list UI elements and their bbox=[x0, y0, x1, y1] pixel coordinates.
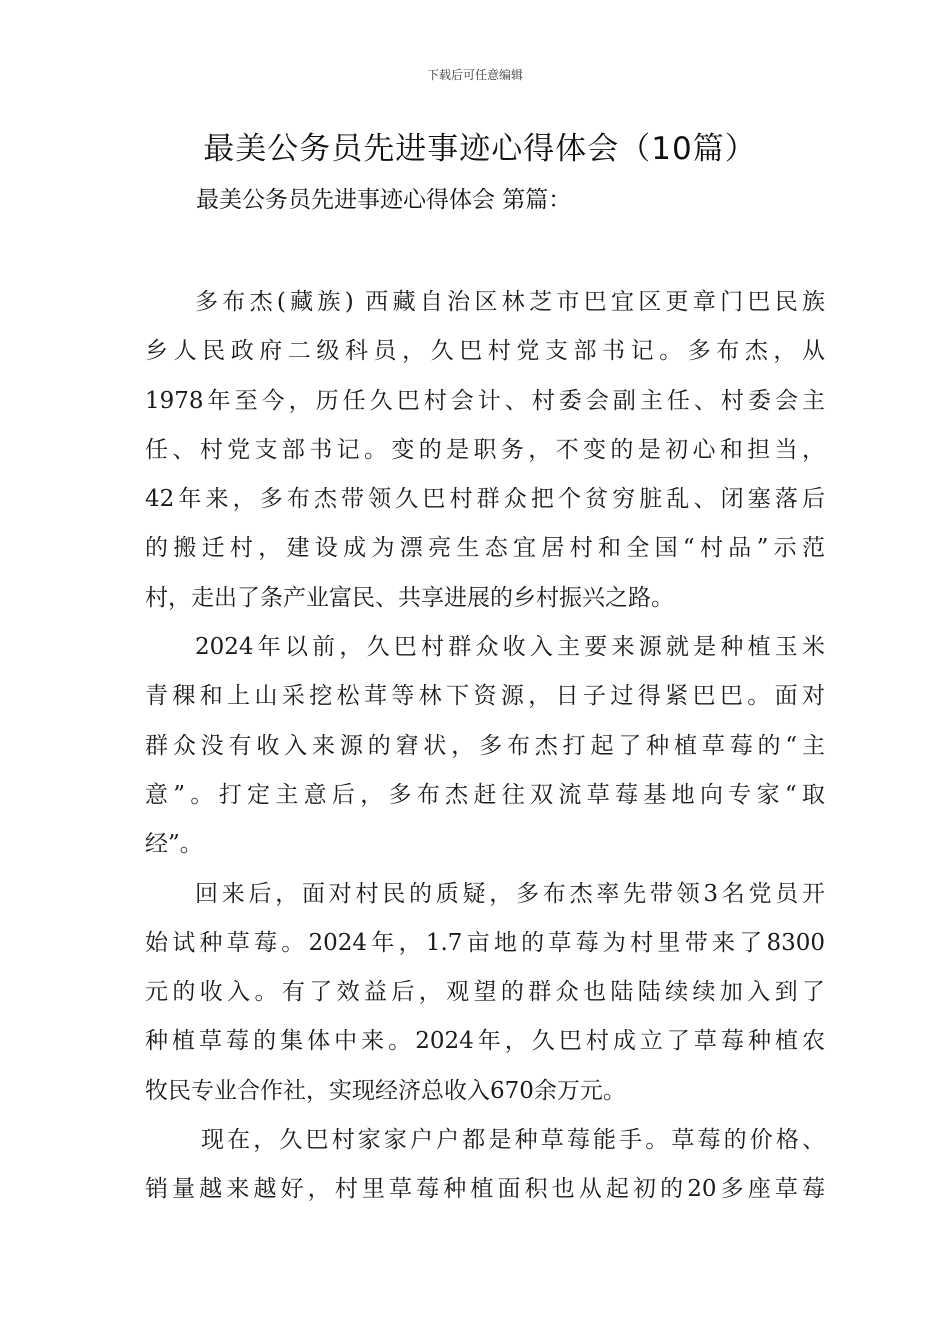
paragraph-line: 销量越来越好，村里草莓种植面积也从起初的20多座草莓 bbox=[145, 1176, 825, 1203]
paragraph-line: 回来后，面对村民的质疑，多布杰率先带领3名党员开 bbox=[195, 880, 825, 907]
paragraph-line: 群众没有收入来源的窘状，多布杰打起了种植草莓的“主 bbox=[145, 732, 825, 759]
paragraph-line: 乡人民政府二级科员，久巴村党支部书记。多布杰，从 bbox=[145, 338, 825, 365]
document-body bbox=[145, 278, 825, 1215]
paragraph-line: 元的收入。有了效益后，观望的群众也陆陆续续加入到了 bbox=[145, 979, 825, 1006]
paragraph-1 bbox=[145, 278, 825, 623]
paragraph-line: 的搬迁村，建设成为漂亮生态宜居村和全国“村品”示范 bbox=[145, 535, 825, 562]
paragraph-line: 2024年以前，久巴村群众收入主要来源就是种植玉米 bbox=[195, 634, 825, 661]
paragraph-3 bbox=[145, 870, 825, 1116]
paragraph-4 bbox=[145, 1116, 825, 1215]
paragraph-line: 始试种草莓。2024年，1.7亩地的草莓为村里带来了8300 bbox=[145, 929, 825, 956]
header-note: 下载后可任意编辑 bbox=[426, 68, 523, 82]
document-subtitle: 最美公务员先进事迹心得体会 第篇： bbox=[196, 187, 572, 213]
paragraph-line: 种植草莓的集体中来。2024年，久巴村成立了草莓种植农 bbox=[145, 1028, 825, 1055]
paragraph-line: 经”。 bbox=[145, 831, 203, 858]
paragraph-line: 村，走出了条产业富民、共享进展的乡村振兴之路。 bbox=[145, 584, 674, 611]
paragraph-line: 意”。打定主意后，多布杰赶往双流草莓基地向专家“取 bbox=[145, 781, 825, 808]
document-title: 最美公务员先进事迹心得体会（10篇） bbox=[203, 131, 757, 167]
paragraph-line: 青稞和上山采挖松茸等林下资源，日子过得紧巴巴。面对 bbox=[145, 683, 825, 710]
paragraph-line: 现在，久巴村家家户户都是种草莓能手。草莓的价格、 bbox=[201, 1127, 825, 1154]
paragraph-line: 牧民专业合作社，实现经济总收入670余万元。 bbox=[145, 1077, 626, 1104]
paragraph-line: 1978年至今，历任久巴村会计、村委会副主任、村委会主 bbox=[145, 387, 825, 414]
paragraph-line: 任、村党支部书记。变的是职务，不变的是初心和担当， bbox=[145, 436, 825, 463]
paragraph-2 bbox=[145, 623, 825, 869]
paragraph-line: 多布杰(藏族) 西藏自治区林芝市巴宜区更章门巴民族 bbox=[195, 289, 825, 315]
paragraph-line: 42年来，多布杰带领久巴村群众把个贫穷脏乱、闭塞落后 bbox=[145, 486, 825, 513]
